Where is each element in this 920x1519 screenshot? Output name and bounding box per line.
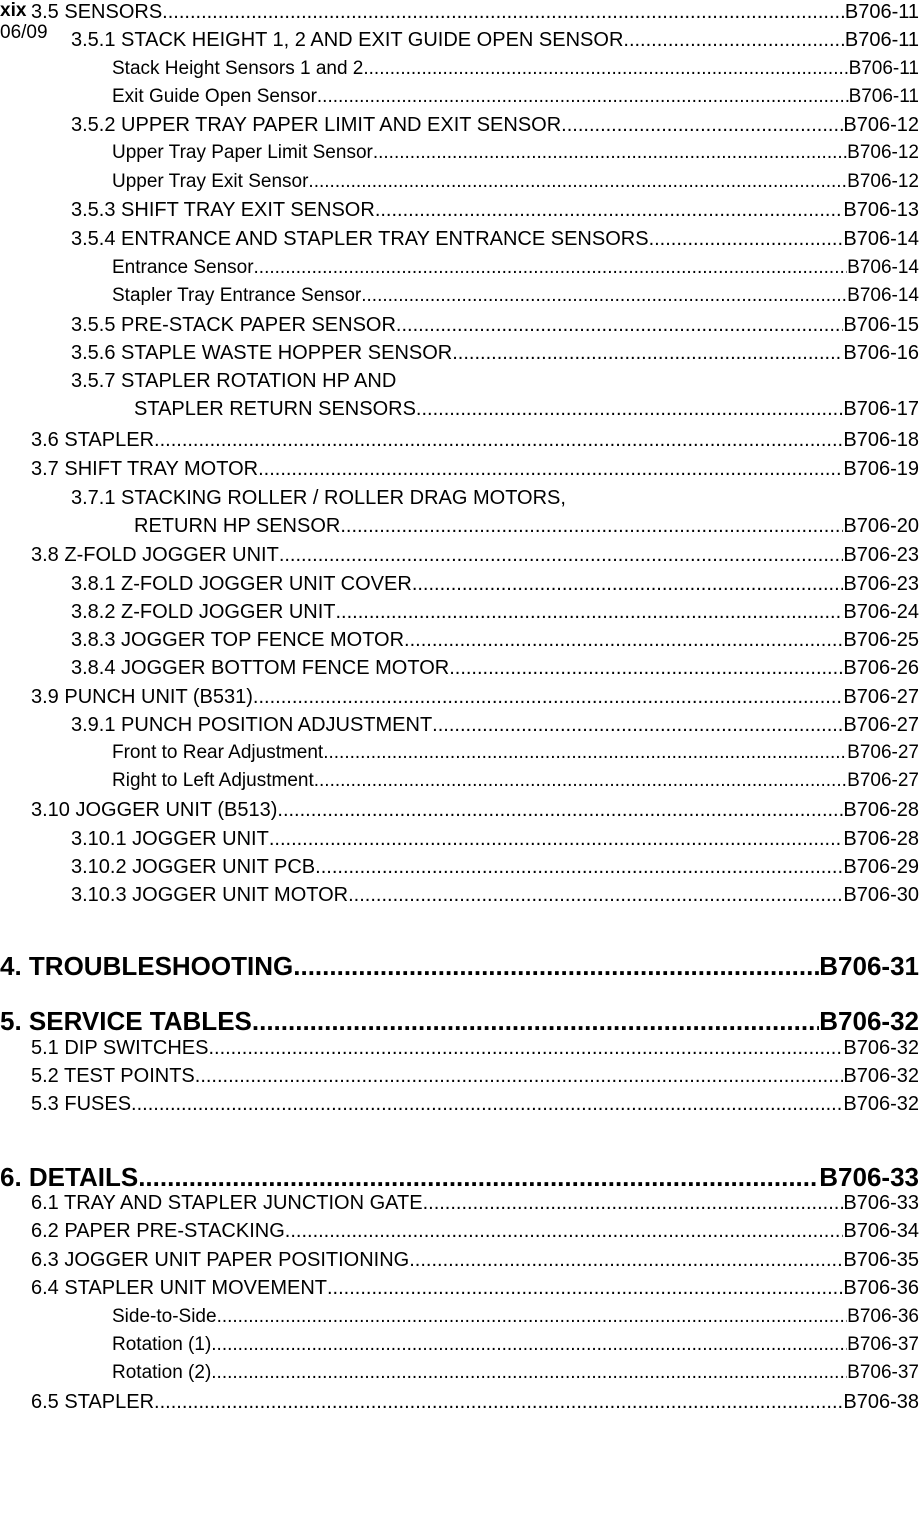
toc-entry-title: 3.7 SHIFT TRAY MOTOR bbox=[31, 458, 259, 480]
toc-entry[interactable] bbox=[0, 83, 920, 111]
dot-leader bbox=[363, 55, 848, 83]
toc-entry[interactable] bbox=[0, 139, 920, 167]
toc-entry-page: B706-31 bbox=[819, 951, 919, 981]
toc-entry-title: 3.8.4 JOGGER BOTTOM FENCE MOTOR bbox=[71, 657, 450, 679]
dot-leader bbox=[195, 1062, 844, 1090]
toc-entry-page: B706-27 bbox=[843, 714, 919, 736]
toc-entry-page: B706-38 bbox=[843, 1391, 919, 1413]
toc-entry-title: Upper Tray Exit Sensor bbox=[112, 171, 309, 192]
toc-entry[interactable] bbox=[0, 55, 920, 83]
dot-leader bbox=[154, 1388, 843, 1416]
toc-entry-page: B706-37 bbox=[847, 1362, 919, 1383]
toc-entry-page: B706-26 bbox=[843, 657, 919, 679]
toc-entry-title: 5.2 TEST POINTS bbox=[31, 1065, 195, 1087]
toc-entry-title: 5. SERVICE TABLES bbox=[0, 1006, 252, 1036]
dot-leader bbox=[335, 598, 843, 626]
toc-entry-page: B706-17 bbox=[843, 398, 919, 420]
toc-entry-title: 3.10.2 JOGGER UNIT PCB bbox=[71, 856, 316, 878]
dot-leader bbox=[404, 626, 843, 654]
toc-entry-page: B706-23 bbox=[843, 573, 919, 595]
dot-leader bbox=[432, 711, 843, 739]
toc-entry-title: 3.5.3 SHIFT TRAY EXIT SENSOR bbox=[71, 199, 375, 221]
toc-entry-page: B706-28 bbox=[843, 799, 919, 821]
dot-leader bbox=[258, 455, 843, 483]
dot-leader bbox=[348, 881, 843, 909]
dot-leader bbox=[409, 1246, 843, 1274]
footer-date: 06/09 bbox=[0, 22, 48, 43]
dot-leader bbox=[449, 654, 843, 682]
dot-leader bbox=[314, 767, 847, 795]
toc-entry[interactable] bbox=[0, 1359, 920, 1387]
toc-entry-title: 3.8.3 JOGGER TOP FENCE MOTOR bbox=[71, 629, 405, 651]
dot-leader bbox=[416, 395, 843, 423]
toc-entry[interactable] bbox=[0, 683, 920, 711]
toc-entry[interactable] bbox=[0, 1090, 920, 1118]
toc-entry-title: 3.7.1 STACKING ROLLER / ROLLER DRAG MOTORS, bbox=[71, 487, 566, 509]
dot-leader bbox=[211, 1359, 847, 1387]
toc-entry-title: 3.5.2 UPPER TRAY PAPER LIMIT AND EXIT SENSOR bbox=[71, 114, 562, 136]
toc-entry[interactable] bbox=[0, 654, 920, 682]
toc-entry[interactable] bbox=[0, 853, 920, 881]
dot-leader bbox=[396, 311, 843, 339]
toc-entry[interactable] bbox=[0, 1331, 920, 1359]
toc-entry-page: B706-16 bbox=[843, 342, 919, 364]
toc-entry-title: 3.8.1 Z-FOLD JOGGER UNIT COVER bbox=[71, 573, 412, 595]
dot-leader bbox=[346, 512, 843, 540]
toc-entry[interactable] bbox=[0, 395, 920, 423]
dot-leader bbox=[452, 339, 843, 367]
toc-entry-title: 3.9 PUNCH UNIT (B531) bbox=[31, 686, 253, 708]
toc-entry-title: 6. DETAILS bbox=[0, 1162, 139, 1192]
toc-entry-title: 3.10 JOGGER UNIT (B513) bbox=[31, 799, 278, 821]
toc-entry-page: B706-11 bbox=[848, 86, 919, 107]
toc-entry[interactable] bbox=[0, 426, 920, 454]
dot-leader bbox=[254, 254, 848, 282]
toc-entry[interactable] bbox=[0, 196, 920, 224]
toc-entry[interactable] bbox=[0, 881, 920, 909]
toc-entry-page: B706-29 bbox=[843, 856, 919, 878]
dot-leader bbox=[323, 739, 847, 767]
toc-entry-page: B706-12 bbox=[847, 171, 919, 192]
dot-leader bbox=[649, 225, 844, 253]
dot-leader bbox=[208, 1034, 843, 1062]
toc-entry-title: Right to Left Adjustment bbox=[112, 770, 314, 791]
toc-entry[interactable] bbox=[0, 225, 920, 253]
toc-entry-page: B706-36 bbox=[847, 1306, 919, 1327]
dot-leader bbox=[277, 796, 843, 824]
dot-leader bbox=[131, 1090, 843, 1118]
toc-entry-page: B706-28 bbox=[843, 828, 919, 850]
toc-entry-title: 3.8.2 Z-FOLD JOGGER UNIT bbox=[71, 601, 336, 623]
toc-entry-page: B706-12 bbox=[847, 142, 919, 163]
toc-entry-page: B706-25 bbox=[843, 629, 919, 651]
toc-entry-page: B706-27 bbox=[843, 686, 919, 708]
footer-page-number: xix bbox=[0, 0, 27, 21]
toc-entry-title: Stack Height Sensors 1 and 2 bbox=[112, 58, 364, 79]
toc-entry[interactable] bbox=[0, 455, 920, 483]
toc-entry-page: B706-20 bbox=[843, 515, 919, 537]
toc-entry[interactable] bbox=[0, 1246, 920, 1274]
dot-leader bbox=[279, 541, 844, 569]
toc-entry-title: Exit Guide Open Sensor bbox=[112, 86, 317, 107]
toc-entry-page: B706-11 bbox=[844, 29, 919, 51]
dot-leader bbox=[253, 683, 843, 711]
toc-entry[interactable] bbox=[0, 570, 920, 598]
toc-entry[interactable] bbox=[0, 311, 920, 339]
toc-entry-title: 5.3 FUSES bbox=[31, 1093, 132, 1115]
toc-entry-page: B706-35 bbox=[843, 1249, 919, 1271]
toc-entry-page: B706-15 bbox=[843, 314, 919, 336]
toc-entry-page: B706-12 bbox=[843, 114, 919, 136]
toc-entry-page: B706-32 bbox=[843, 1093, 919, 1115]
toc-entry-title: Rotation (2) bbox=[112, 1362, 212, 1383]
toc-entry-title: 6.4 STAPLER UNIT MOVEMENT bbox=[31, 1277, 327, 1299]
dot-leader bbox=[375, 196, 844, 224]
toc-entry-page: B706-14 bbox=[847, 257, 919, 278]
toc-entry-page: B706-14 bbox=[847, 285, 919, 306]
toc-entry-page: B706-36 bbox=[843, 1277, 919, 1299]
toc-entry-page: B706-33 bbox=[843, 1192, 919, 1214]
toc-entry-page: B706-27 bbox=[847, 770, 919, 791]
dot-leader bbox=[327, 1274, 843, 1302]
toc-entry[interactable] bbox=[0, 1303, 920, 1331]
toc-entry-title: 3.10.1 JOGGER UNIT bbox=[71, 828, 269, 850]
dot-leader bbox=[373, 139, 847, 167]
toc-entry[interactable] bbox=[0, 825, 920, 853]
toc-entry-page: B706-27 bbox=[847, 742, 919, 763]
toc-entry[interactable] bbox=[0, 711, 920, 739]
toc-entry-title: Entrance Sensor bbox=[112, 257, 254, 278]
toc-entry[interactable] bbox=[0, 254, 920, 282]
toc-entry-title: Rotation (1) bbox=[112, 1334, 212, 1355]
toc-entry[interactable] bbox=[0, 598, 920, 626]
toc-entry[interactable] bbox=[0, 541, 920, 569]
toc-entry-title: Upper Tray Paper Limit Sensor bbox=[112, 142, 373, 163]
dot-leader bbox=[211, 1331, 847, 1359]
toc-entry[interactable] bbox=[0, 512, 920, 540]
toc-entry-title: Side-to-Side bbox=[112, 1306, 217, 1327]
toc-entry-title: 6.5 STAPLER bbox=[31, 1391, 155, 1413]
toc-entry-page: B706-24 bbox=[843, 601, 919, 623]
toc-entry-page: B706-23 bbox=[843, 544, 919, 566]
toc-entry[interactable] bbox=[0, 1217, 920, 1245]
toc-entry[interactable] bbox=[0, 1388, 920, 1416]
toc-entry-page: B706-18 bbox=[843, 429, 919, 451]
toc-entry-title: Stapler Tray Entrance Sensor bbox=[112, 285, 362, 306]
toc-entry-title: 3.9.1 PUNCH POSITION ADJUSTMENT bbox=[71, 714, 433, 736]
toc-entry[interactable] bbox=[0, 626, 920, 654]
toc-entry[interactable] bbox=[0, 168, 920, 196]
toc-entry-title: 3.5.4 ENTRANCE AND STAPLER TRAY ENTRANCE SENSORS bbox=[71, 228, 649, 250]
dot-leader bbox=[361, 282, 847, 310]
toc-entry-title: 6.3 JOGGER UNIT PAPER POSITIONING bbox=[31, 1249, 410, 1271]
dot-leader bbox=[293, 946, 819, 986]
toc-chapter-entry[interactable] bbox=[0, 946, 920, 986]
dot-leader bbox=[162, 0, 845, 26]
toc-entry-page: B706-14 bbox=[843, 228, 919, 250]
toc-entry-page: B706-19 bbox=[843, 458, 919, 480]
toc-entry-title: 4. TROUBLESHOOTING bbox=[0, 951, 294, 981]
toc-entry-title: 5.1 DIP SWITCHES bbox=[31, 1037, 209, 1059]
dot-leader bbox=[285, 1217, 844, 1245]
toc-entry-title: 3.5.6 STAPLE WASTE HOPPER SENSOR bbox=[71, 342, 453, 364]
toc-entry[interactable] bbox=[0, 767, 920, 795]
dot-leader bbox=[412, 570, 844, 598]
dot-leader bbox=[623, 26, 844, 54]
dot-leader bbox=[561, 111, 843, 139]
toc-entry-title: STAPLER RETURN SENSORS bbox=[134, 398, 416, 420]
toc-entry-page: B706-13 bbox=[843, 199, 919, 221]
toc-entry[interactable] bbox=[0, 111, 920, 139]
toc-entry-title: RETURN HP SENSOR. bbox=[134, 515, 346, 537]
toc-entry[interactable] bbox=[0, 1062, 920, 1090]
toc-entry[interactable] bbox=[0, 739, 920, 767]
dot-leader bbox=[154, 426, 843, 454]
toc-entry-title: 6.1 TRAY AND STAPLER JUNCTION GATE bbox=[31, 1192, 423, 1214]
toc-entry[interactable] bbox=[0, 282, 920, 310]
toc-entry-page: B706-32 bbox=[843, 1037, 919, 1059]
toc-entry[interactable] bbox=[0, 484, 920, 512]
toc-entry[interactable] bbox=[0, 796, 920, 824]
toc-entry[interactable] bbox=[0, 1189, 920, 1217]
toc-entry-title: 3.6 STAPLER bbox=[31, 429, 155, 451]
toc-entry-page: B706-11 bbox=[848, 58, 919, 79]
toc-entry-page: B706-30 bbox=[843, 884, 919, 906]
toc-entry-page: B706-32 bbox=[819, 1006, 919, 1036]
toc-entry-page: B706-11 bbox=[844, 1, 919, 23]
toc-entry-title: 3.5.5 PRE-STACK PAPER SENSOR bbox=[71, 314, 396, 336]
toc-entry-title: 6.2 PAPER PRE-STACKING bbox=[31, 1220, 285, 1242]
toc-entry-page: B706-32 bbox=[843, 1065, 919, 1087]
toc-entry[interactable] bbox=[0, 1274, 920, 1302]
toc-entry-title: Front to Rear Adjustment bbox=[112, 742, 324, 763]
dot-leader bbox=[315, 853, 843, 881]
toc-entry[interactable] bbox=[0, 0, 920, 26]
toc-entry[interactable] bbox=[0, 26, 920, 54]
toc-entry[interactable] bbox=[0, 367, 920, 395]
toc-entry[interactable] bbox=[0, 1034, 920, 1062]
dot-leader bbox=[423, 1189, 844, 1217]
toc-entry[interactable] bbox=[0, 339, 920, 367]
toc-entry-title: 3.10.3 JOGGER UNIT MOTOR bbox=[71, 884, 349, 906]
dot-leader bbox=[269, 825, 844, 853]
toc-entry-title: 3.8 Z-FOLD JOGGER UNIT bbox=[31, 544, 279, 566]
toc-entry-page: B706-33 bbox=[819, 1162, 919, 1192]
toc-entry-title: 3.5.7 STAPLER ROTATION HP AND bbox=[71, 370, 397, 392]
dot-leader bbox=[317, 83, 849, 111]
toc-entry-page: B706-34 bbox=[843, 1220, 919, 1242]
dot-leader bbox=[217, 1303, 848, 1331]
toc-entry-title: 3.5 SENSORS bbox=[31, 1, 163, 23]
dot-leader bbox=[308, 168, 847, 196]
toc-entry-page: B706-37 bbox=[847, 1334, 919, 1355]
toc-entry-title: 3.5.1 STACK HEIGHT 1, 2 AND EXIT GUIDE OPEN SENSOR bbox=[71, 29, 624, 51]
